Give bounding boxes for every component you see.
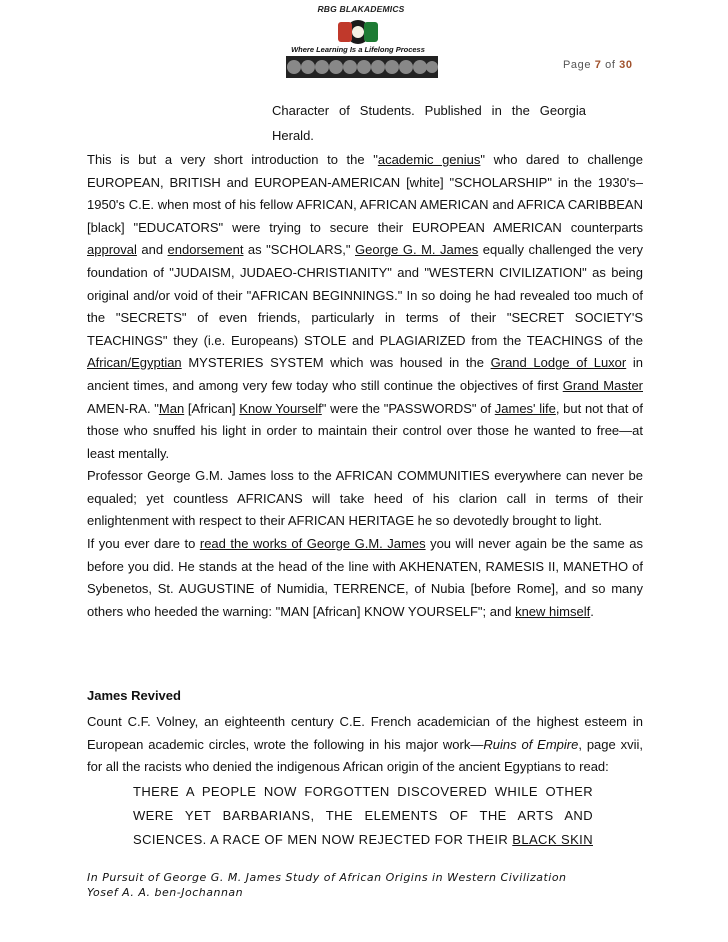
section-heading: James Revived: [87, 688, 181, 703]
footer: [87, 870, 567, 900]
link-academic-genius: academic genius: [377, 152, 481, 167]
page-number: Page 7 of 30: [563, 59, 633, 71]
logo-red-block: [338, 22, 352, 42]
logo-green-block: [364, 22, 378, 42]
paragraph-3: If you ever dare to read the works of George G.M. James you will never again be the same as before you did. He stands at the head of the line with AKHENATEN, RAMESIS II, MANETHO of Sybenetos, St. AUGUSTINE of Numidia, TERRENCE, of Nubia [before Rome], and so many others who heeded the warning: "MAN [African] KNOW YOURSELF"; and knew himself.: [87, 536, 643, 619]
citation-line-2: Herald.: [272, 128, 314, 143]
portrait-faces: [287, 60, 438, 74]
footer-title: In Pursuit of George G. M. James Study of African Origins in Western Civilization: [87, 871, 567, 884]
citation-line-1: Character of Students. Published in the Georgia: [272, 103, 586, 118]
footer-author: Yosef A. A. ben-Jochannan: [87, 886, 244, 899]
logo-center: [352, 26, 364, 38]
quote-line-2: WERE YET BARBARIANS, THE ELEMENTS OF THE ARTS AND: [133, 808, 593, 823]
paragraph-1: This is but a very short introduction to the "academic genius" who dared to challenge EUROPEAN, BRITISH and EUROPEAN-AMERICAN [white] "SCHOLARSHIP" in the 1930's–1950's C.E. when most of his fellow AFRICAN, AFRICAN AMERICAN and AFRICA CARIBBEAN [black] "EDUCATORS" were trying to secure their EUROPEAN AMERICAN counterparts approval and endorsement as "SCHOLARS," George G. M. James equally challenged the very foundation of "JUDAISM, JUDAEO-CHRISTIANITY" and "WESTERN CIVILIZATION" as being original and/or void of their "AFRICAN BEGINNINGS." In so doing he had revealed too much of the "SECRETS" of even friends, particularly in terms of their "SECRET SOCIETY'S TEACHINGS" they (i.e. Europeans) STOLE and PLAGIARIZED from the TEACHINGS of the African/Egyptian MYSTERIES SYSTEM which was housed in the Grand Lodge of Luxor in ancient times, and among very few today who still continue the objectives of first Grand Master AMEN-RA. "Man [African] Know Yourself" were the "PASSWORDS" of James' life, but not that of those who snuffed his light in order to maintain their control over those he wanted to free—at least mentally.: [87, 152, 644, 461]
quote-line-1: THERE A PEOPLE NOW FORGOTTEN DISCOVERED WHILE OTHER: [133, 784, 593, 799]
quote-line-3: SCIENCES. A RACE OF MEN NOW REJECTED FOR THEIR BLACK SKIN: [133, 832, 593, 847]
logo-tagline: Where Learning Is a Lifelong Process: [291, 45, 425, 54]
paragraph-4: Count C.F. Volney, an eighteenth century C.E. French academician of the highest esteem in European academic circles, wrote the following in his major work—Ruins of Empire, page xvii, for all the racists who denied the indigenous African origin of the ancient Egyptians to read:: [87, 714, 643, 775]
paragraph-2: Professor George G.M. James loss to the AFRICAN COMMUNITIES everywhere can never be equaled; yet countless AFRICANS will take heed of his clarion call in terms of their enlightenment with respect to their AFRICAN HERITAGE he so devotedly brought to light.: [87, 468, 643, 529]
logo-title: RBG BLAKADEMICS: [317, 4, 405, 14]
